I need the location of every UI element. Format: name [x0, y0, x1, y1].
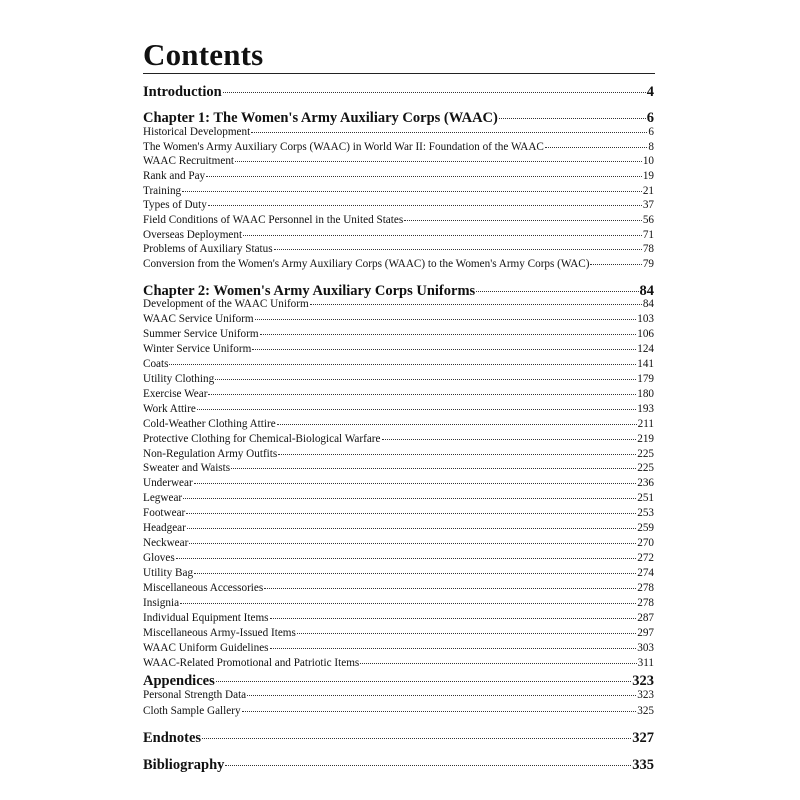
toc-section[interactable] — [143, 730, 654, 748]
toc-entry-page: 56 — [642, 213, 654, 226]
toc-entry[interactable] — [143, 492, 654, 507]
dot-leader — [215, 378, 636, 380]
toc-section-title: Bibliography — [143, 757, 225, 773]
dot-leader — [270, 647, 637, 649]
dot-leader — [208, 393, 636, 395]
dot-leader — [194, 482, 637, 484]
toc-entry-title: Cold-Weather Clothing Attire — [143, 417, 276, 430]
toc-entry-title: The Women's Army Auxiliary Corps (WAAC) in World War II: Foundation of the WAAC — [143, 140, 544, 153]
toc-entry-page: 274 — [637, 567, 654, 580]
title-rule — [143, 73, 655, 74]
dot-leader — [169, 363, 636, 365]
dot-leader — [208, 204, 642, 206]
toc-entry[interactable] — [143, 199, 654, 214]
toc-entry-title: Miscellaneous Accessories — [143, 582, 264, 595]
dot-leader — [297, 632, 636, 634]
toc-entry-page: 79 — [642, 257, 654, 270]
toc-entry-page: 211 — [637, 417, 654, 430]
dot-leader — [197, 408, 636, 410]
dot-leader — [499, 117, 646, 119]
toc-entry-title: Exercise Wear — [143, 387, 208, 400]
dot-leader — [182, 190, 642, 192]
dot-leader — [545, 146, 648, 148]
toc-entry-page: 180 — [637, 387, 654, 400]
toc-section-page: 327 — [632, 730, 654, 746]
toc-entry[interactable] — [143, 507, 654, 522]
toc-entry-page: 106 — [637, 327, 654, 340]
dot-leader — [247, 694, 636, 696]
dot-leader — [476, 290, 638, 292]
toc-entry-title: Headgear — [143, 522, 186, 535]
toc-entry-page: 225 — [637, 447, 654, 460]
toc-entry[interactable] — [143, 418, 654, 433]
toc-entry-page: 193 — [637, 402, 654, 415]
toc-entry-title: Gloves — [143, 552, 175, 565]
toc-entry-page: 219 — [637, 432, 654, 445]
toc-entry-title: Cloth Sample Gallery — [143, 705, 241, 717]
toc-entry-page: 19 — [642, 169, 654, 182]
toc-entry[interactable] — [143, 642, 654, 657]
toc-entry[interactable] — [143, 343, 654, 358]
toc-entry-title: Problems of Auxiliary Status — [143, 243, 273, 256]
toc-entry[interactable] — [143, 582, 654, 597]
dot-leader — [277, 423, 637, 425]
toc-entry[interactable] — [143, 705, 654, 720]
toc-entry[interactable] — [143, 313, 654, 328]
dot-leader — [252, 348, 636, 350]
toc-entry-title: Non-Regulation Army Outfits — [143, 447, 278, 460]
toc-entry-page: 311 — [637, 656, 654, 669]
toc-entry-page: 259 — [637, 522, 654, 535]
toc-entry-page: 303 — [637, 641, 654, 654]
toc-section-title: Chapter 2: Women's Army Auxiliary Corps Uniforms — [143, 283, 476, 299]
toc-entry[interactable] — [143, 126, 654, 141]
toc-section[interactable] — [143, 757, 654, 775]
toc-entry[interactable] — [143, 522, 654, 537]
toc-entry-page: 6 — [648, 126, 654, 138]
toc-entry-page: 124 — [637, 342, 654, 355]
toc-entry-page: 272 — [637, 552, 654, 565]
dot-leader — [189, 542, 636, 544]
toc-entry-title: Overseas Deployment — [143, 228, 243, 241]
toc-entry[interactable] — [143, 403, 654, 418]
toc-entry-page: 78 — [642, 243, 654, 256]
dot-leader — [243, 234, 642, 236]
toc-entry[interactable] — [143, 155, 654, 170]
toc-entry-page: 325 — [637, 705, 654, 717]
dot-leader — [216, 680, 632, 682]
toc-entry[interactable] — [143, 229, 654, 244]
dot-leader — [260, 333, 637, 335]
dot-leader — [223, 91, 646, 93]
toc-entry-title: Utility Clothing — [143, 372, 215, 385]
toc-entry-page: 103 — [637, 312, 654, 325]
toc-entry-title: Development of the WAAC Uniform — [143, 298, 309, 310]
dot-leader — [202, 737, 631, 739]
dot-leader — [274, 248, 642, 250]
toc-entry-page: 253 — [637, 507, 654, 520]
toc-entry-page: 278 — [637, 597, 654, 609]
toc-section-page: 335 — [632, 757, 654, 773]
toc-entry-title: Individual Equipment Items — [143, 611, 269, 624]
toc-section-page: 4 — [646, 84, 654, 100]
toc-entry-page: 179 — [637, 372, 654, 385]
toc-entry-page: 84 — [642, 298, 654, 310]
toc-entry-page: 21 — [642, 184, 654, 197]
toc-entry-title: WAAC Recruitment — [143, 155, 235, 168]
toc-entry-title: Training — [143, 184, 182, 197]
toc-entry-page: 71 — [642, 228, 654, 241]
toc-entry-page: 37 — [642, 199, 654, 212]
toc-entry-page: 141 — [637, 357, 654, 370]
toc-section-page: 323 — [632, 673, 654, 689]
toc-entry-title: Field Conditions of WAAC Personnel in the United States — [143, 213, 404, 226]
toc-entry-title: Rank and Pay — [143, 169, 206, 182]
dot-leader — [404, 219, 642, 221]
dot-leader — [180, 602, 636, 604]
toc-entry-title: Insignia — [143, 597, 180, 609]
toc-entry-title: Historical Development — [143, 126, 251, 138]
toc-entry-title: WAAC Uniform Guidelines — [143, 641, 269, 654]
toc-entry-page: 270 — [637, 537, 654, 550]
toc-entry-title: Personal Strength Data — [143, 689, 247, 701]
toc-entry-page: 297 — [637, 626, 654, 639]
toc-entry-title: Utility Bag — [143, 567, 194, 580]
toc-entry-page: 323 — [637, 689, 654, 701]
toc-entry[interactable] — [143, 214, 654, 229]
toc-entry[interactable] — [143, 537, 654, 552]
toc-entry-title: Protective Clothing for Chemical-Biological Warfare — [143, 432, 381, 445]
dot-leader — [310, 303, 642, 305]
toc-entry-title: Summer Service Uniform — [143, 327, 259, 340]
toc-entry[interactable] — [143, 477, 654, 492]
toc-entry[interactable] — [143, 689, 654, 704]
toc-entry-title: Coats — [143, 357, 169, 370]
dot-leader — [270, 617, 637, 619]
toc-entry-title: Underwear — [143, 477, 193, 490]
toc-entry[interactable] — [143, 627, 654, 642]
dot-leader — [225, 764, 631, 766]
toc-entry[interactable] — [143, 612, 654, 627]
toc-section-page: 6 — [646, 110, 654, 126]
toc-entry-title: Conversion from the Women's Army Auxiliary Corps (WAAC) to the Women's Army Corps (WAC) — [143, 257, 590, 270]
toc-entry-title: Winter Service Uniform — [143, 342, 252, 355]
dot-leader — [382, 438, 637, 440]
toc-entry-title: Types of Duty — [143, 199, 207, 212]
toc-entry[interactable] — [143, 462, 654, 477]
dot-leader — [278, 453, 636, 455]
dot-leader — [590, 263, 641, 265]
dot-leader — [176, 557, 637, 559]
toc-entry[interactable] — [143, 298, 654, 313]
toc-entry[interactable] — [143, 597, 654, 612]
toc-entry-page: 278 — [637, 582, 654, 595]
toc-section-title: Endnotes — [143, 730, 202, 746]
toc-entry[interactable] — [143, 141, 654, 156]
toc-entry-title: Neckwear — [143, 537, 189, 550]
toc-entry-page: 251 — [637, 492, 654, 505]
toc-entry[interactable] — [143, 448, 654, 463]
toc-section-title: Introduction — [143, 84, 222, 100]
toc-entry[interactable] — [143, 388, 654, 403]
toc-entry-title: Footwear — [143, 507, 186, 520]
toc-entry-page: 287 — [637, 611, 654, 624]
toc-entry-page: 8 — [648, 140, 654, 153]
toc-entry[interactable] — [143, 567, 654, 582]
dot-leader — [360, 662, 636, 664]
toc-entry-title: Work Attire — [143, 402, 196, 415]
toc-entry[interactable] — [143, 185, 654, 200]
toc-section-title: Appendices — [143, 673, 215, 689]
toc-entry[interactable] — [143, 373, 654, 388]
toc-entry-title: WAAC Service Uniform — [143, 312, 254, 325]
toc-entry-title: Miscellaneous Army-Issued Items — [143, 626, 296, 639]
dot-leader — [187, 527, 636, 529]
toc-entry[interactable] — [143, 258, 654, 273]
toc-entry-page: 225 — [637, 462, 654, 475]
dot-leader — [255, 318, 637, 320]
toc-section[interactable] — [143, 84, 654, 102]
toc-entry[interactable] — [143, 433, 654, 448]
dot-leader — [231, 467, 636, 469]
dot-leader — [251, 131, 647, 133]
toc-entry[interactable] — [143, 358, 654, 373]
toc-section-page: 84 — [639, 283, 654, 299]
toc-entry[interactable] — [143, 552, 654, 567]
toc-entry[interactable] — [143, 657, 654, 672]
toc-entry[interactable] — [143, 243, 654, 258]
toc-entry[interactable] — [143, 170, 654, 185]
toc-entry-title: Legwear — [143, 492, 183, 505]
dot-leader — [235, 160, 642, 162]
toc-entry-title: WAAC-Related Promotional and Patriotic Items — [143, 656, 360, 669]
dot-leader — [242, 710, 637, 712]
dot-leader — [194, 572, 636, 574]
dot-leader — [206, 175, 642, 177]
page-title: Contents — [143, 37, 264, 72]
toc-entry-title: Sweater and Waists — [143, 462, 231, 475]
toc-section-title: Chapter 1: The Women's Army Auxiliary Corps (WAAC) — [143, 110, 498, 126]
dot-leader — [183, 497, 636, 499]
toc-entry-page: 10 — [642, 155, 654, 168]
dot-leader — [264, 587, 636, 589]
dot-leader — [186, 512, 636, 514]
toc-entry-page: 236 — [637, 477, 654, 490]
toc-entry[interactable] — [143, 328, 654, 343]
